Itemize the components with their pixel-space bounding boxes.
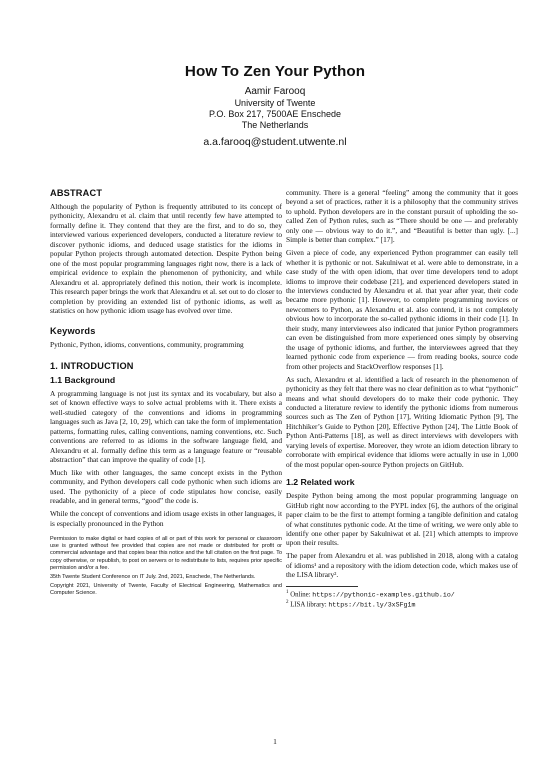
introduction-heading: 1. INTRODUCTION	[50, 360, 134, 371]
copyright-notice: Copyright 2021, University of Twente, Faculty of Electrical Engineering, Mathematics and Computer Science.	[50, 582, 282, 596]
footnote	[286, 599, 518, 610]
body-paragraph: The paper from Alexandru et al. was published in 2018, along with a catalog of idioms¹ and a repository with the idiom detection code, which makes use of the LISA library².	[286, 551, 518, 580]
footnote-mark: 2	[286, 600, 289, 606]
affiliation-line: P.O. Box 217, 7500AE Enschede	[209, 108, 341, 119]
abstract-text: Although the popularity of Python is frequently attributed to its concept of pythonicity, Alexandru et al. claim that until recently few have attempted to formally define it. They contend that they are the first, and to do so, they interviewed various experienced developers, conducted a literature review to discover pythonic idioms, and deduced usage statistics for the idioms in popular Python projects through automated detection. Despite Python being one of the most popular programming languages right now, there is a lack of empirical evidence to explain the phenomenon of pythonicity, and while Alexandru et al. appropriately defined this notion, their work is incomplete. This research paper brings the work that Alexandru et al. set out to do closer to completion by providing an extended list of pythonic idioms, as well as statistics on how pythonic idiom usage has evolved over time.	[50, 202, 282, 315]
affiliation-line: University of Twente	[234, 97, 316, 108]
body-paragraph: Despite Python being among the most popular programming language on GitHub right now according to the PYPL index [6], the authors of the original paper claim to be the first to attempt forming a tangible definition and catalog of what constitutes pythonic code. At the time of writing, we were only able to identify one other paper by Sakulniwat et al. [21] which attempts to improve upon their results.	[286, 491, 518, 548]
footnote-rule	[286, 586, 358, 587]
body-paragraph: Given a piece of code, any experienced Python programmer can easily tell whether it is pythonic or not. Sakulniwat et al. were able to demonstrate, in a case study of the with open idiom, that over time developers tend to adopt idioms to improve their codebase [21], and experienced developers stated in the interviews conducted by Alexandru et al. that year after year, their code became more pythonic [1]. However, to complete programming novices or newcomers to Python, as Alexandru et al. also contend, it is not completely obvious how to incorporate the so-called pythonic idioms in their code [1]. In their study, many interviewees also indicated that junior Python programmers can even be distinguished from more experienced ones simply by observing the usage of pythonic idioms, and further, the interviewees agreed that they learned pythonic code from experience — from reading books, source code from other projects and StackOverflow responses [1].	[286, 248, 518, 371]
author-name: Aamir Farooq	[244, 86, 306, 97]
body-paragraph: As such, Alexandru et al. identified a lack of research in the phenomenon of pythonicity as they felt that there was no clear definition as to what “pythonic” means and what should developers do to make their code pythonic. They conducted a literature review to identify the pythonic idioms from numerous sources such as The Zen of Python [17], Writing Idiomatic Python [9], The Hitchhiker’s Guide to Python [20], Effective Python [24], The Little Book of Python Anti-Patterns [18], as well as direct interviews with developers with varying levels of expertise. Moreover, they wrote an idiom detection library to corroborate with empirical evidence that idioms were actually in use in 1,000 of the most popular open-source Python projects on GitHub.	[286, 374, 518, 469]
related-work-heading: 1.2 Related work	[286, 477, 355, 488]
footnote-label: LISA library:	[290, 601, 327, 609]
affiliation-line: The Netherlands	[241, 119, 309, 130]
keywords-heading: Keywords	[50, 326, 96, 337]
permission-notice: Permission to make digital or hard copies of all or part of this work for personal or classroom use is granted without fee provided that copies are not made or distributed for profit or commercial advantage and that copies bear this notice and the full citation on the first page. To copy otherwise, or republish, to post on servers or to redistribute to lists, requires prior specific permission and/or a fee.	[50, 536, 282, 571]
paper-title: How To Zen Your Python	[184, 63, 366, 80]
intro-paragraph: Much like with other languages, the same concept exists in the Python community, and Python developers call code pythonic when such idioms are used. The pythonicity of a piece of code stipulates how concise, easily readable, and in general terms, “good” the code is.	[50, 468, 282, 506]
right-column	[286, 188, 518, 610]
background-heading: 1.1 Background	[50, 374, 116, 385]
footnote-link[interactable]: https://pythonic-examples.github.io/	[312, 590, 455, 598]
footnote-link[interactable]: https://bit.ly/3xSFg1m	[328, 601, 416, 609]
intro-paragraph: While the concept of conventions and idiom usage exists in other languages, it is especially pronounced in the Python	[50, 509, 282, 528]
abstract-heading: ABSTRACT	[50, 188, 103, 198]
left-column	[50, 188, 282, 597]
intro-paragraph: A programming language is not just its syntax and its vocabulary, but also a set of known effective ways to solve actual problems with it. There exists a well-studied category of the conventions and idioms in programming languages such as Java [2, 10, 29], which can take the form of implementation patterns, formatting rules, calling conventions, naming conventions, etc. Such conventions are referred to as idioms in the software language field, and Alexandru et al. formally define this term as a language feature or “reusable abstraction” that can improve the quality of code [1].	[50, 388, 282, 465]
body-paragraph: community. There is a general “feeling” among the community that it goes beyond a set of practices, rather it is a philosophy that the community strives to uphold. Python developers are in the constant pursuit of upholding the so-called Zen of Python rules, such as “There should be one — and preferably only one — obvious way to do it.”, and “Beautiful is better than ugly. [...] Simple is better than complex.” [17].	[286, 188, 518, 245]
footnote-mark: 1	[286, 589, 289, 595]
page-number: 1	[273, 737, 277, 746]
footnote	[286, 589, 518, 600]
keywords-text: Pythonic, Python, idioms, conventions, community, programming	[50, 340, 244, 350]
footnote-label: Online:	[290, 590, 311, 598]
paper-header	[0, 62, 550, 149]
conference-notice: 35th Twente Student Conference on IT July. 2nd, 2021, Enschede, The Netherlands.	[50, 573, 256, 580]
author-email: a.a.farooq@student.utwente.nl	[203, 135, 347, 148]
